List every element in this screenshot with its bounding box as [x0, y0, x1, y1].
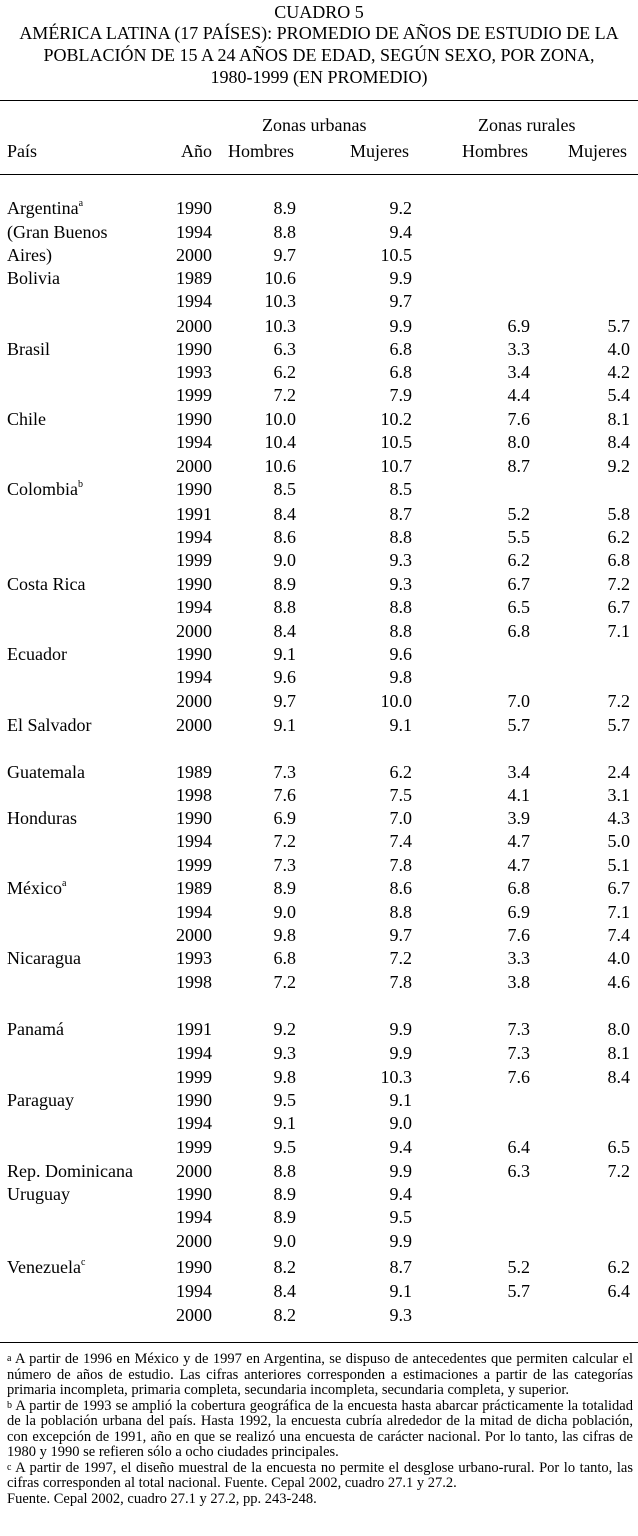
- value-cell: 5.7: [607, 715, 630, 735]
- value-cell: 6.5: [507, 597, 530, 617]
- value-cell: 6.8: [389, 362, 412, 382]
- value-cell: 3.1: [607, 785, 630, 805]
- value-cell: 3.4: [507, 362, 530, 382]
- value-cell: 3.9: [507, 808, 530, 828]
- country-cell: Rep. Dominicana: [7, 1161, 133, 1181]
- table-row: [0, 1280, 638, 1303]
- year-cell: 1994: [176, 597, 212, 617]
- value-cell: 7.3: [273, 762, 296, 782]
- value-cell: 9.6: [389, 644, 412, 664]
- bottom-rule: [0, 1342, 638, 1343]
- value-cell: 9.3: [273, 1043, 296, 1063]
- value-cell: 9.2: [607, 456, 630, 476]
- value-cell: 8.4: [273, 504, 296, 524]
- table-row: [0, 877, 638, 900]
- footnote-marker: a: [78, 198, 84, 209]
- year-cell: 1994: [176, 432, 212, 452]
- value-cell: 9.1: [273, 1113, 296, 1133]
- value-cell: 7.4: [389, 831, 412, 851]
- year-cell: 2000: [176, 456, 212, 476]
- value-cell: 8.8: [389, 597, 412, 617]
- year-cell: 1990: [176, 409, 212, 429]
- value-cell: 5.8: [607, 504, 630, 524]
- value-cell: 7.3: [507, 1019, 530, 1039]
- value-cell: 9.1: [389, 1090, 412, 1110]
- value-cell: 7.2: [607, 574, 630, 594]
- country-cell: Guatemala: [7, 762, 85, 782]
- value-cell: 6.9: [273, 808, 296, 828]
- value-cell: 8.8: [389, 902, 412, 922]
- table-title-number: CUADRO 5: [274, 2, 364, 22]
- value-cell: 9.4: [389, 1137, 412, 1157]
- year-cell: 1993: [176, 362, 212, 382]
- year-cell: 1990: [176, 644, 212, 664]
- value-cell: 10.5: [380, 432, 412, 452]
- value-cell: 7.2: [607, 691, 630, 711]
- year-cell: 1994: [176, 902, 212, 922]
- country-cell: El Salvador: [7, 715, 92, 735]
- value-cell: 9.1: [389, 1281, 412, 1301]
- value-cell: 6.9: [507, 902, 530, 922]
- value-cell: 6.4: [607, 1281, 630, 1301]
- footnote-marker: c: [80, 1257, 86, 1268]
- value-cell: 9.2: [273, 1019, 296, 1039]
- value-cell: 5.0: [607, 831, 630, 851]
- year-cell: 2000: [176, 245, 212, 265]
- value-cell: 7.2: [273, 831, 296, 851]
- year-cell: 1999: [176, 1137, 212, 1157]
- value-cell: 8.9: [273, 878, 296, 898]
- year-cell: 1993: [176, 948, 212, 968]
- value-cell: 9.0: [273, 550, 296, 570]
- value-cell: 7.8: [389, 972, 412, 992]
- value-cell: 3.4: [507, 762, 530, 782]
- value-cell: 10.6: [264, 268, 296, 288]
- country-cell: Paraguay: [7, 1090, 74, 1110]
- value-cell: 2.4: [607, 762, 630, 782]
- year-cell: 1994: [176, 222, 212, 242]
- table-row: [0, 854, 638, 877]
- value-cell: 4.6: [607, 972, 630, 992]
- footnote-marker: b: [78, 479, 83, 490]
- value-cell: 7.3: [273, 855, 296, 875]
- value-cell: 7.2: [273, 972, 296, 992]
- table-row: [0, 830, 638, 853]
- table-row: [0, 1230, 638, 1253]
- value-cell: 9.0: [389, 1113, 412, 1133]
- year-cell: 2000: [176, 316, 212, 336]
- value-cell: 8.4: [607, 432, 630, 452]
- table-row: [0, 947, 638, 970]
- value-cell: 3.8: [507, 972, 530, 992]
- table-row: [0, 549, 638, 572]
- year-cell: 1999: [176, 550, 212, 570]
- value-cell: 9.1: [273, 644, 296, 664]
- value-cell: 9.3: [389, 1305, 412, 1325]
- year-cell: 1990: [176, 808, 212, 828]
- year-cell: 1998: [176, 785, 212, 805]
- table-row: [0, 643, 638, 666]
- value-cell: 4.1: [507, 785, 530, 805]
- source-note: Fuente. Cepal 2002, cuadro 27.1 y 27.2, pp. 243-248.: [7, 1490, 317, 1507]
- value-cell: 9.7: [273, 691, 296, 711]
- year-cell: 1994: [176, 1113, 212, 1133]
- footnote-a: [7, 1352, 633, 1399]
- table-row: [0, 690, 638, 713]
- table-row: [0, 1136, 638, 1159]
- value-cell: 9.7: [389, 925, 412, 945]
- value-cell: 10.6: [264, 456, 296, 476]
- year-cell: 1990: [176, 1184, 212, 1204]
- table-row: [0, 290, 638, 313]
- value-cell: 8.9: [273, 1207, 296, 1227]
- value-cell: 5.2: [507, 504, 530, 524]
- value-cell: 4.4: [507, 385, 530, 405]
- value-cell: 7.6: [507, 925, 530, 945]
- value-cell: 9.8: [273, 1067, 296, 1087]
- country-cell: Argentina$^a$: [7, 198, 84, 218]
- value-cell: 9.4: [389, 222, 412, 242]
- value-cell: 8.6: [389, 878, 412, 898]
- value-cell: 9.9: [389, 268, 412, 288]
- value-cell: 4.7: [507, 831, 530, 851]
- table-row: [0, 761, 638, 784]
- value-cell: 6.8: [389, 339, 412, 359]
- table-row: [0, 1206, 638, 1229]
- value-cell: 6.2: [607, 527, 630, 547]
- country-cell: Ecuador: [7, 644, 67, 664]
- table-row: [0, 244, 638, 267]
- table-row: [0, 267, 638, 290]
- country-cell: Venezuela$^c$: [7, 1257, 86, 1277]
- value-cell: 4.7: [507, 855, 530, 875]
- value-cell: 9.9: [389, 1231, 412, 1251]
- value-cell: 8.5: [389, 479, 412, 499]
- value-cell: 9.3: [389, 550, 412, 570]
- footnote-marker: b: [7, 1399, 12, 1411]
- year-cell: 1994: [176, 1043, 212, 1063]
- value-cell: 10.0: [380, 691, 412, 711]
- value-cell: 3.3: [507, 948, 530, 968]
- footnote-c: [7, 1461, 633, 1492]
- value-cell: 6.2: [607, 1257, 630, 1277]
- country-cell: Panamá: [7, 1019, 64, 1039]
- value-cell: 8.5: [273, 479, 296, 499]
- header-anio: Año: [181, 141, 212, 161]
- value-cell: 8.4: [607, 1067, 630, 1087]
- year-cell: 1991: [176, 504, 212, 524]
- table-row: [0, 526, 638, 549]
- value-cell: 9.3: [389, 574, 412, 594]
- value-cell: 4.0: [607, 339, 630, 359]
- value-cell: 7.4: [607, 925, 630, 945]
- country-cell: (Gran Buenos: [7, 222, 108, 242]
- value-cell: 6.3: [273, 339, 296, 359]
- value-cell: 3.3: [507, 339, 530, 359]
- header-zonas-rurales: Zonas rurales: [478, 115, 576, 135]
- year-cell: 2000: [176, 1305, 212, 1325]
- value-cell: 6.8: [273, 948, 296, 968]
- value-cell: 9.8: [273, 925, 296, 945]
- value-cell: 6.3: [507, 1161, 530, 1181]
- table-row: [0, 197, 638, 220]
- value-cell: 6.8: [507, 621, 530, 641]
- table-row: [0, 478, 638, 501]
- header-mujeres-rurales: Mujeres: [568, 141, 627, 161]
- value-cell: 7.6: [507, 409, 530, 429]
- value-cell: 7.2: [607, 1161, 630, 1181]
- table-row: [0, 666, 638, 689]
- value-cell: 5.7: [507, 715, 530, 735]
- value-cell: 6.2: [273, 362, 296, 382]
- year-cell: 2000: [176, 1231, 212, 1251]
- value-cell: 7.8: [389, 855, 412, 875]
- country-cell: Nicaragua: [7, 948, 81, 968]
- year-cell: 2000: [176, 715, 212, 735]
- value-cell: 6.7: [607, 597, 630, 617]
- value-cell: 5.4: [607, 385, 630, 405]
- footnote-marker: c: [7, 1461, 12, 1473]
- value-cell: 9.9: [389, 1043, 412, 1063]
- table-row: [0, 1066, 638, 1089]
- footnote-text: A partir de 1996 en México y de 1997 en Argentina, se dispuso de antecedentes que permiten calcular el número de años de estudio. Las cifras anteriores corresponden a estimaciones a partir de las categorías primaria incompleta, primaria completa, secundaria incompleta, secundaria completa, y superior.: [7, 1351, 633, 1398]
- year-cell: 1999: [176, 855, 212, 875]
- footnote-marker: a: [61, 878, 67, 889]
- value-cell: 7.1: [607, 621, 630, 641]
- year-cell: 2000: [176, 1161, 212, 1181]
- value-cell: 6.7: [607, 878, 630, 898]
- year-cell: 2000: [176, 621, 212, 641]
- table-row: [0, 221, 638, 244]
- value-cell: 9.7: [273, 245, 296, 265]
- country-cell: Uruguay: [7, 1184, 70, 1204]
- table-row: [0, 1089, 638, 1112]
- header-mujeres-urbanas: Mujeres: [350, 141, 409, 161]
- year-cell: 1994: [176, 1281, 212, 1301]
- value-cell: 5.2: [507, 1257, 530, 1277]
- table-row: [0, 408, 638, 431]
- year-cell: 1990: [176, 574, 212, 594]
- year-cell: 2000: [176, 925, 212, 945]
- value-cell: 9.1: [273, 715, 296, 735]
- value-cell: 7.6: [507, 1067, 530, 1087]
- value-cell: 9.9: [389, 316, 412, 336]
- table-row: [0, 1256, 638, 1279]
- value-cell: 9.0: [273, 902, 296, 922]
- year-cell: 1990: [176, 479, 212, 499]
- table-row: [0, 784, 638, 807]
- table-title-line: POBLACIÓN DE 15 A 24 AÑOS DE EDAD, SEGÚN SEXO, POR ZONA,: [43, 45, 595, 65]
- footnote-b: [7, 1399, 633, 1461]
- country-cell: Costa Rica: [7, 574, 86, 594]
- table-row: [0, 924, 638, 947]
- value-cell: 7.6: [273, 785, 296, 805]
- value-cell: 8.0: [507, 432, 530, 452]
- top-rule: [0, 100, 638, 101]
- table-row: [0, 384, 638, 407]
- year-cell: 1994: [176, 1207, 212, 1227]
- value-cell: 7.3: [507, 1043, 530, 1063]
- value-cell: 10.5: [380, 245, 412, 265]
- header-rule: [0, 174, 638, 175]
- year-cell: 1991: [176, 1019, 212, 1039]
- table-row: [0, 1304, 638, 1327]
- value-cell: 8.4: [273, 621, 296, 641]
- header-hombres-rurales: Hombres: [462, 141, 528, 161]
- value-cell: 8.1: [607, 1043, 630, 1063]
- country-cell: Colombia$^b$: [7, 479, 83, 499]
- year-cell: 1999: [176, 385, 212, 405]
- table-row: [0, 1018, 638, 1041]
- footnote-marker: a: [7, 1353, 12, 1364]
- value-cell: 7.0: [389, 808, 412, 828]
- value-cell: 9.5: [389, 1207, 412, 1227]
- year-cell: 1990: [176, 1090, 212, 1110]
- table-row: [0, 971, 638, 994]
- value-cell: 7.0: [507, 691, 530, 711]
- year-cell: 1994: [176, 667, 212, 687]
- header-zonas-urbanas: Zonas urbanas: [262, 115, 367, 135]
- value-cell: 7.5: [389, 785, 412, 805]
- value-cell: 6.4: [507, 1137, 530, 1157]
- table-row: [0, 714, 638, 737]
- value-cell: 10.3: [264, 316, 296, 336]
- value-cell: 5.5: [507, 527, 530, 547]
- value-cell: 9.2: [389, 198, 412, 218]
- table-row: [0, 361, 638, 384]
- year-cell: 1998: [176, 972, 212, 992]
- table-row: [0, 901, 638, 924]
- value-cell: 10.3: [264, 291, 296, 311]
- value-cell: 8.4: [273, 1281, 296, 1301]
- value-cell: 8.9: [273, 198, 296, 218]
- country-cell: Bolivia: [7, 268, 60, 288]
- table-row: [0, 573, 638, 596]
- table-row: [0, 1183, 638, 1206]
- table-row: [0, 315, 638, 338]
- country-cell: México$^a$: [7, 878, 67, 898]
- value-cell: 9.4: [389, 1184, 412, 1204]
- value-cell: 5.1: [607, 855, 630, 875]
- value-cell: 9.5: [273, 1137, 296, 1157]
- value-cell: 7.2: [389, 948, 412, 968]
- table-row: [0, 1160, 638, 1183]
- value-cell: 6.2: [389, 762, 412, 782]
- value-cell: 8.9: [273, 574, 296, 594]
- value-cell: 5.7: [507, 1281, 530, 1301]
- value-cell: 8.8: [273, 597, 296, 617]
- value-cell: 6.8: [507, 878, 530, 898]
- value-cell: 6.7: [507, 574, 530, 594]
- table-row: [0, 620, 638, 643]
- country-cell: Honduras: [7, 808, 77, 828]
- value-cell: 9.7: [389, 291, 412, 311]
- value-cell: 10.0: [264, 409, 296, 429]
- year-cell: 1994: [176, 291, 212, 311]
- table-title-line: AMÉRICA LATINA (17 PAÍSES): PROMEDIO DE AÑOS DE ESTUDIO DE LA: [19, 23, 619, 43]
- value-cell: 10.7: [380, 456, 412, 476]
- footnote-text: A partir de 1997, el diseño muestral de la encuesta no permite el desglose urbano-rural. Por lo tanto, las cifras corresponden al total nacional. Fuente. Cepal 2002, cuadro 27.1 y 27.2.: [7, 1459, 633, 1491]
- year-cell: 1990: [176, 198, 212, 218]
- year-cell: 1990: [176, 339, 212, 359]
- value-cell: 5.7: [607, 316, 630, 336]
- header-hombres-urbanas: Hombres: [228, 141, 294, 161]
- value-cell: 8.2: [273, 1257, 296, 1277]
- table-row: [0, 431, 638, 454]
- table-row: [0, 596, 638, 619]
- value-cell: 8.8: [389, 621, 412, 641]
- value-cell: 8.8: [389, 527, 412, 547]
- country-cell: Aires): [7, 245, 52, 265]
- value-cell: 4.0: [607, 948, 630, 968]
- value-cell: 7.1: [607, 902, 630, 922]
- footnotes: [7, 1352, 633, 1507]
- value-cell: 6.5: [607, 1137, 630, 1157]
- value-cell: 9.8: [389, 667, 412, 687]
- year-cell: 1999: [176, 1067, 212, 1087]
- value-cell: 9.0: [273, 1231, 296, 1251]
- value-cell: 9.1: [389, 715, 412, 735]
- country-cell: Brasil: [7, 339, 50, 359]
- table-row: [0, 1042, 638, 1065]
- value-cell: 8.6: [273, 527, 296, 547]
- year-cell: 1989: [176, 762, 212, 782]
- table-row: [0, 1112, 638, 1135]
- table-row: [0, 455, 638, 478]
- value-cell: 9.9: [389, 1161, 412, 1181]
- value-cell: 4.2: [607, 362, 630, 382]
- value-cell: 9.9: [389, 1019, 412, 1039]
- value-cell: 8.7: [507, 456, 530, 476]
- value-cell: 7.9: [389, 385, 412, 405]
- country-cell: Chile: [7, 409, 46, 429]
- value-cell: 9.6: [273, 667, 296, 687]
- value-cell: 9.5: [273, 1090, 296, 1110]
- value-cell: 8.9: [273, 1184, 296, 1204]
- value-cell: 8.8: [273, 1161, 296, 1181]
- value-cell: 4.3: [607, 808, 630, 828]
- header-pais: País: [7, 141, 38, 161]
- year-cell: 1994: [176, 831, 212, 851]
- value-cell: 8.0: [607, 1019, 630, 1039]
- value-cell: 8.1: [607, 409, 630, 429]
- value-cell: 7.2: [273, 385, 296, 405]
- value-cell: 10.2: [380, 409, 412, 429]
- value-cell: 10.3: [380, 1067, 412, 1087]
- value-cell: 8.2: [273, 1305, 296, 1325]
- table-row: [0, 807, 638, 830]
- value-cell: 6.8: [607, 550, 630, 570]
- footnote-text: A partir de 1993 se amplió la cobertura geográfica de la encuesta hasta abarcar prácticamente la totalidad de la población urbana del país. Hasta 1992, la encuesta cubría alrededor de la mitad de dicha población, con excepción de 1991, año en que se realizó una encuesta de carácter nacional. Por lo tanto, las cifras de 1980 y 1990 se refieren sólo a ocho ciudades principales.: [7, 1397, 633, 1460]
- table-title-line: 1980-1999 (EN PROMEDIO): [210, 67, 428, 87]
- year-cell: 1989: [176, 878, 212, 898]
- value-cell: 8.7: [389, 1257, 412, 1277]
- year-cell: 2000: [176, 691, 212, 711]
- year-cell: 1989: [176, 268, 212, 288]
- value-cell: 8.7: [389, 504, 412, 524]
- table-row: [0, 338, 638, 361]
- value-cell: 6.9: [507, 316, 530, 336]
- value-cell: 10.4: [264, 432, 296, 452]
- value-cell: 8.8: [273, 222, 296, 242]
- value-cell: 6.2: [507, 550, 530, 570]
- year-cell: 1990: [176, 1257, 212, 1277]
- table-row: [0, 503, 638, 526]
- year-cell: 1994: [176, 527, 212, 547]
